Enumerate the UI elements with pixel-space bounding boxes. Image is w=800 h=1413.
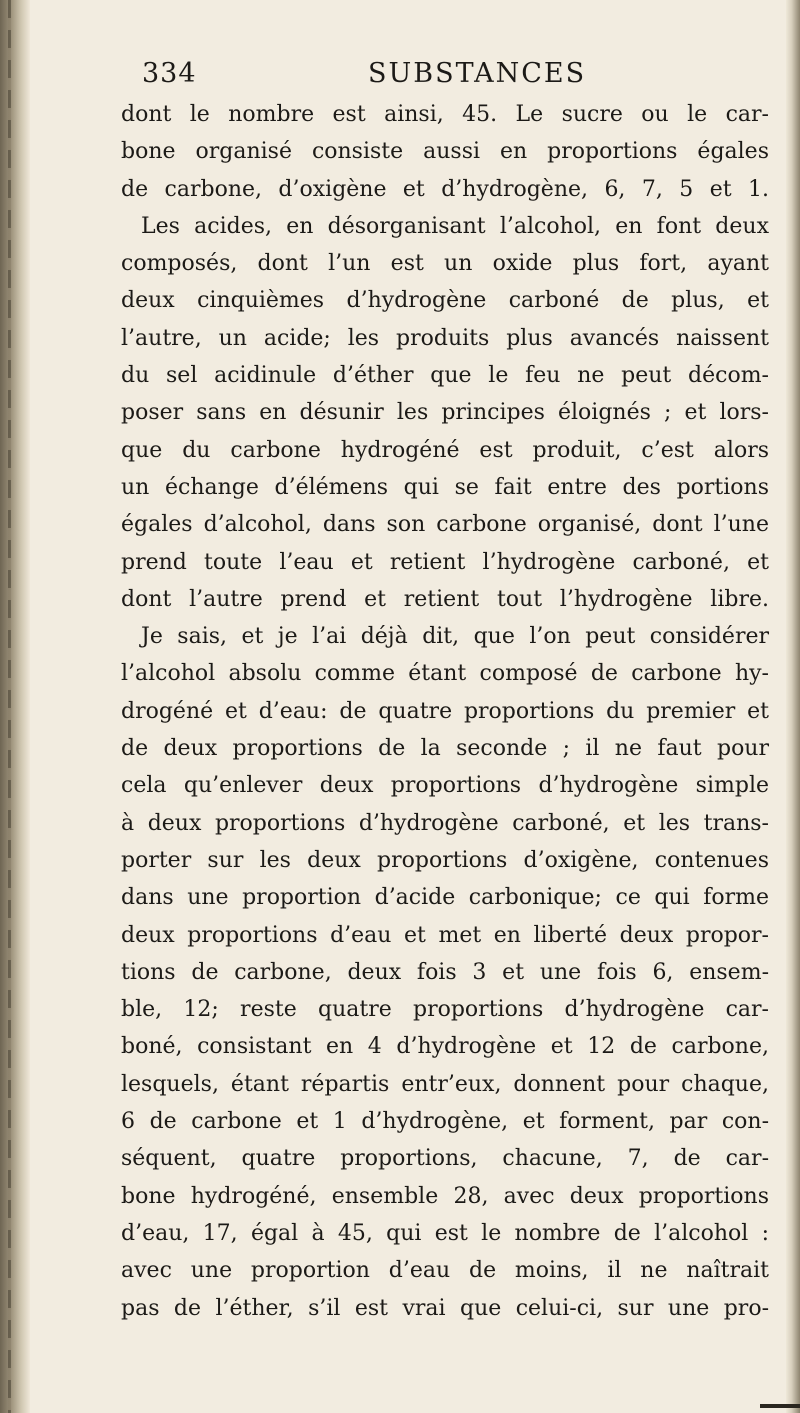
- running-head: SUBSTANCES: [368, 58, 587, 89]
- page-number: 334: [142, 58, 197, 89]
- text-line: dans une proportion d’acide carbonique; ce qui forme: [121, 885, 769, 911]
- text-line: séquent, quatre proportions, chacune, 7, de car-: [121, 1146, 769, 1172]
- text-line: Je sais, et je l’ai déjà dit, que l’on peut considérer: [141, 624, 769, 650]
- text-line: drogéné et d’eau: de quatre proportions du premier et: [121, 698, 769, 724]
- text-line: un échange d’élémens qui se fait entre des portions: [121, 474, 769, 500]
- text-line: l’autre, un acide; les produits plus avancés naissent: [121, 325, 769, 351]
- text-line: prend toute l’eau et retient l’hydrogène carboné, et: [121, 549, 769, 575]
- page-corner-mark: [760, 1404, 800, 1408]
- text-line: deux proportions d’eau et met en liberté deux propor-: [121, 922, 769, 948]
- text-line: égales d’alcohol, dans son carbone organisé, dont l’une: [121, 512, 769, 538]
- text-line: que du carbone hydrogéné est produit, c’est alors: [121, 437, 769, 463]
- text-line: poser sans en désunir les principes éloignés ; et lors-: [121, 400, 769, 426]
- text-line: pas de l’éther, s’il est vrai que celui-ci, sur une pro-: [121, 1295, 769, 1321]
- text-line: porter sur les deux proportions d’oxigène, contenues: [121, 847, 769, 873]
- text-line: boné, consistant en 4 d’hydrogène et 12 de carbone,: [121, 1034, 769, 1060]
- body-text: [121, 96, 769, 1327]
- text-line: dont l’autre prend et retient tout l’hydrogène libre.: [121, 586, 769, 612]
- text-line: tions de carbone, deux fois 3 et une fois 6, ensem-: [121, 959, 769, 985]
- text-line: composés, dont l’un est un oxide plus fort, ayant: [121, 251, 769, 277]
- text-line: l’alcohol absolu comme étant composé de carbone hy-: [121, 661, 769, 687]
- page-binding-edge: [0, 0, 30, 1413]
- text-line: bone hydrogéné, ensemble 28, avec deux proportions: [121, 1183, 769, 1209]
- text-line: lesquels, étant répartis entr’eux, donnent pour chaque,: [121, 1071, 769, 1097]
- text-line: de deux proportions de la seconde ; il ne faut pour: [121, 736, 769, 762]
- text-line: à deux proportions d’hydrogène carboné, et les trans-: [121, 810, 769, 836]
- text-line: avec une proportion d’eau de moins, il ne naîtrait: [121, 1258, 769, 1284]
- text-line: d’eau, 17, égal à 45, qui est le nombre de l’alcohol :: [121, 1220, 769, 1246]
- text-line: ble, 12; reste quatre proportions d’hydrogène car-: [121, 997, 769, 1023]
- page-header: [142, 58, 622, 98]
- text-line: de carbone, d’oxigène et d’hydrogène, 6, 7, 5 et 1.: [121, 176, 769, 202]
- text-line: du sel acidinule d’éther que le feu ne peut décom-: [121, 363, 769, 389]
- text-line: Les acides, en désorganisant l’alcohol, en font deux: [141, 213, 769, 239]
- text-line: dont le nombre est ainsi, 45. Le sucre ou le car-: [121, 102, 769, 127]
- text-line: deux cinquièmes d’hydrogène carboné de plus, et: [121, 288, 769, 314]
- page-right-edge: [786, 0, 800, 1413]
- text-line: 6 de carbone et 1 d’hydrogène, et forment, par con-: [121, 1109, 769, 1135]
- text-line: bone organisé consiste aussi en proportions égales: [121, 139, 769, 165]
- text-line: cela qu’enlever deux proportions d’hydrogène simple: [121, 773, 769, 799]
